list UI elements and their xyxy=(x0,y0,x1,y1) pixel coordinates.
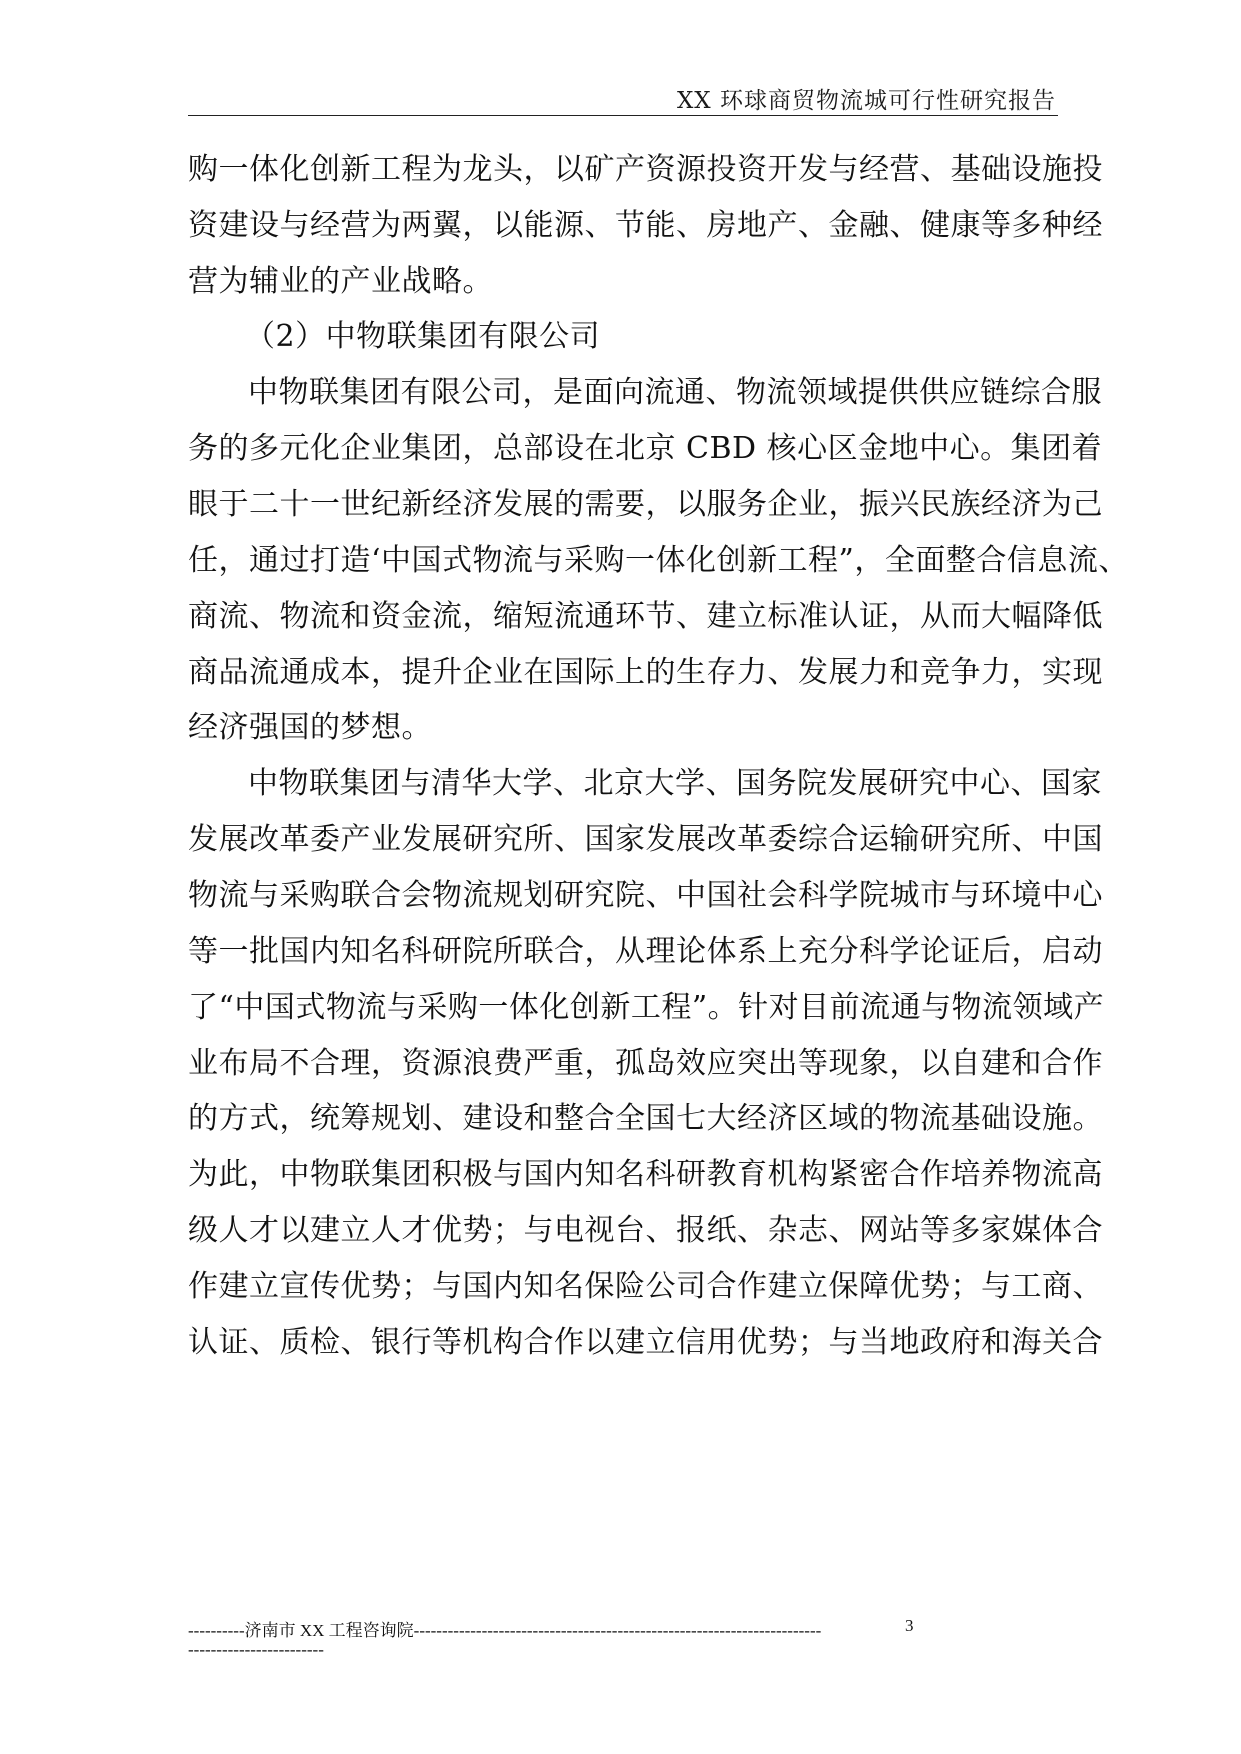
text-line: 认证、质检、银行等机构合作以建立信用优势；与当地政府和海关合 xyxy=(188,1325,1103,1360)
text-line: 任，通过打造‘中国式物流与采购一体化创新工程”，全面整合信息流、 xyxy=(188,543,1129,578)
text-line: 等一批国内知名科研院所联合，从理论体系上充分科学论证后，启动 xyxy=(188,934,1103,969)
footer-line-1: ----------济南市 XX 工程咨询院------------------------------------------------------------------------ xyxy=(188,1621,822,1640)
page-number: 3 xyxy=(905,1616,914,1635)
text-line: 资建设与经营为两翼，以能源、节能、房地产、金融、健康等多种经 xyxy=(188,208,1103,243)
text-line: 商品流通成本，提升企业在国际上的生存力、发展力和竞争力，实现 xyxy=(188,655,1103,690)
text-line: 为此，中物联集团积极与国内知名科研教育机构紧密合作培养物流高 xyxy=(188,1157,1103,1192)
header-title: XX 环球商贸物流城可行性研究报告 xyxy=(676,88,1056,114)
text-line: 业布局不合理，资源浪费严重，孤岛效应突出等现象，以自建和合作 xyxy=(188,1046,1103,1081)
text-line: 中物联集团有限公司，是面向流通、物流领域提供供应链综合服 xyxy=(248,375,1102,410)
text-line: 商流、物流和资金流，缩短流通环节、建立标准认证，从而大幅降低 xyxy=(188,599,1103,634)
text-line: 作建立宣传优势；与国内知名保险公司合作建立保障优势；与工商、 xyxy=(188,1269,1103,1304)
text-line: 眼于二十一世纪新经济发展的需要，以服务企业，振兴民族经济为己 xyxy=(188,487,1103,522)
text-line: 的方式，统筹规划、建设和整合全国七大经济区域的物流基础设施。 xyxy=(188,1101,1103,1136)
text-line: 中物联集团与清华大学、北京大学、国务院发展研究中心、国家 xyxy=(248,766,1102,801)
text-line: 发展改革委产业发展研究所、国家发展改革委综合运输研究所、中国 xyxy=(188,822,1103,857)
text-line: 了“中国式物流与采购一体化创新工程”。针对目前流通与物流领域产 xyxy=(188,990,1105,1025)
text-line: 物流与采购联合会物流规划研究院、中国社会科学院城市与环境中心 xyxy=(188,878,1103,913)
text-line: 级人才以建立人才优势；与电视台、报纸、杂志、网站等多家媒体合 xyxy=(188,1213,1103,1248)
text-line: 购一体化创新工程为龙头，以矿产资源投资开发与经营、基础设施投 xyxy=(188,152,1103,187)
section-heading: （2）中物联集团有限公司 xyxy=(245,319,601,354)
header-rule xyxy=(188,115,1058,116)
footer-line-2: ------------------------ xyxy=(188,1640,324,1659)
text-line: 经济强国的梦想。 xyxy=(188,710,432,745)
text-line: 营为辅业的产业战略。 xyxy=(188,264,493,299)
text-line: 务的多元化企业集团，总部设在北京 CBD 核心区金地中心。集团着 xyxy=(188,431,1103,466)
